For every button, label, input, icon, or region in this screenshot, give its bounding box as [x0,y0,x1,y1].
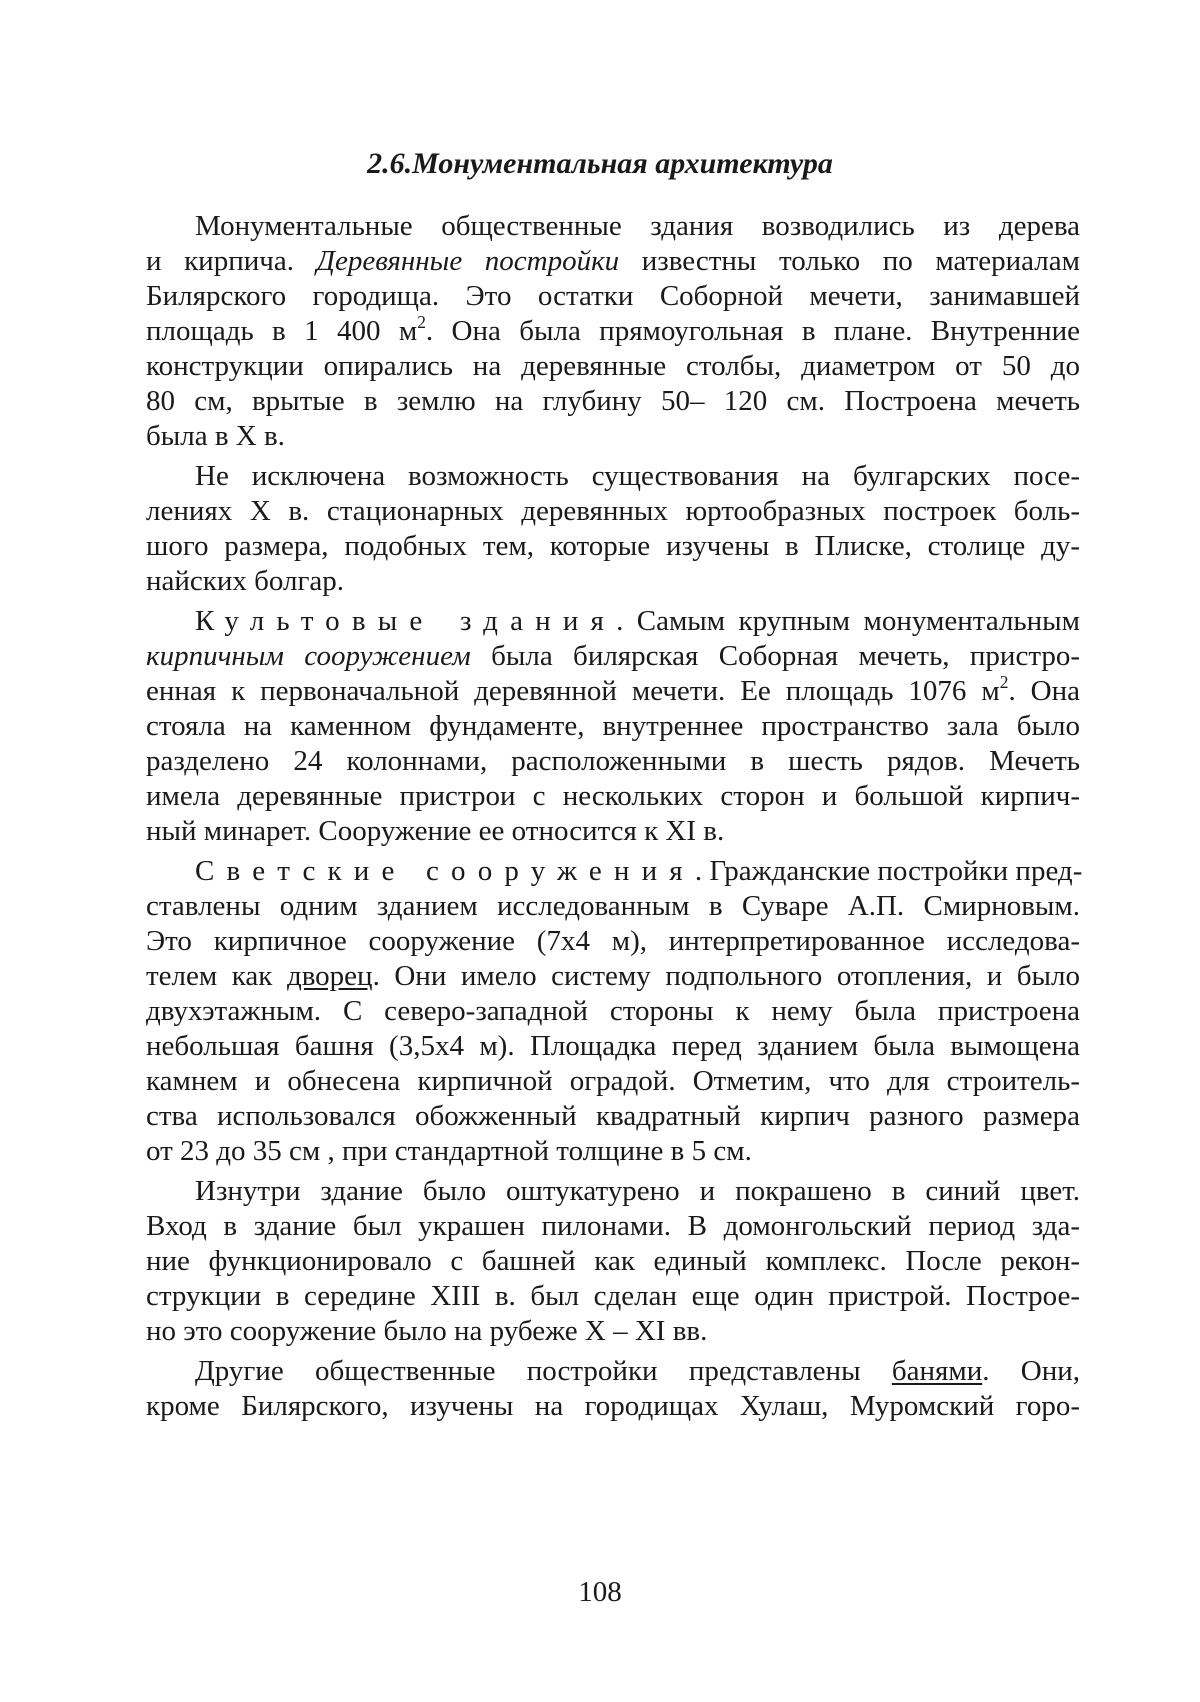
text-line [146,493,1080,529]
text-line [195,458,1080,494]
text-line [146,383,1080,419]
italic-term: Деревянные постройки [316,245,620,277]
text-line [146,1313,1080,1349]
text-run: Изнутри здание было оштукатурено и покрашено в синий цвет. [195,1175,1080,1207]
text-run: шого размера, подобных тем, которые изучены в Плиске, столице ду- [146,530,1080,562]
text-run: Билярского городища. Это остатки Соборной мечети, занимавшей [146,280,1080,312]
text-run: площадь в 1 400 м [146,315,418,347]
superscript: 2 [999,671,1009,692]
text-run: енная к первоначальной деревянной мечети. Ее площадь 1076 м [146,675,1000,707]
text-run: известны только по материалам [641,245,1081,277]
text-run: и кирпича. [146,245,294,277]
text-run: стояла на каменном фундаменте, внутреннее пространство зала было [146,710,1080,742]
text-run: Другие общественные постройки представлены [195,1355,861,1387]
text-run: имела деревянные пристрои с нескольких сторон и большой кирпич- [146,780,1080,812]
text-line [146,1133,1080,1169]
text-line [195,1173,1080,1209]
text-line [146,743,1080,779]
text-line [146,1098,1080,1134]
text-run: разделено 24 колоннами, расположенными в шесть рядов. Мечеть [146,745,1080,777]
text-run: Не исключена возможность существования на булгарских посе- [195,460,1080,492]
spaced-term: Светские сооружения [195,855,695,887]
text-line [146,1208,1080,1244]
text-line [195,208,1080,244]
text-run: найских болгар. [146,565,345,597]
text-run: была в X в. [146,420,285,452]
text-line [146,563,1080,599]
text-line [146,528,1080,564]
superscript: 2 [417,311,426,332]
text-run: телем как [146,960,273,992]
text-line [146,923,1080,959]
text-run: ства использовался обожженный квадратный кирпич разного размера [146,1100,1080,1132]
underlined-term: дворец [286,960,373,992]
text-line [195,1353,1080,1389]
text-line [146,708,1080,744]
text-run: . Они, [982,1355,1080,1387]
text-line [146,1388,1080,1424]
text-run: от 23 до 35 см , при стандартной толщине в 5 см. [146,1135,752,1167]
text-line [146,888,1080,924]
text-run: Это кирпичное сооружение (7х4 м), интерпретированное исследова- [146,925,1080,957]
text-run: . Она [1008,675,1080,707]
text-run: ставлены одним зданием исследованным в Суваре А.П. Смирновым. [146,890,1080,922]
text-line [146,813,1080,849]
text-line [146,313,1080,349]
text-run: ние функционировало с башней как единый комплекс. После рекон- [146,1245,1080,1277]
text-run: . Она была прямоугольная в плане. Внутренние [425,315,1080,347]
text-line [146,638,1080,674]
section-heading: 2.6.Монументальная архитектура [367,147,833,180]
text-line [146,278,1080,314]
text-run: . Самым крупным монументальным [616,605,1080,637]
text-run: двухэтажным. С северо-западной стороны к нему была пристроена [146,995,1080,1027]
text-run: но это сооружение было на рубеже X – XI вв. [146,1315,708,1347]
text-line [146,1028,1080,1064]
text-line [146,1063,1080,1099]
text-line [146,1243,1080,1279]
text-run: . Гражданские постройки пред- [694,855,1083,887]
underlined-term: банями [891,1355,983,1387]
text-run: конструкции опирались на деревянные столбы, диаметром от 50 до [146,350,1080,382]
page-number: 108 [578,1576,622,1608]
text-run: лениях X в. стационарных деревянных юртообразных построек боль- [146,495,1080,527]
text-line [195,603,1080,639]
text-line [146,673,1080,709]
text-run: струкции в середине XIII в. был сделан еще один пристрой. Построе- [146,1280,1080,1312]
text-run: камнем и обнесена кирпичной оградой. Отметим, что для строитель- [146,1065,1080,1097]
text-line [146,993,1080,1029]
text-line [195,853,1083,889]
text-line [146,348,1080,384]
text-run: была билярская Соборная мечеть, пристро- [491,640,1081,672]
text-run: ный минарет. Сооружение ее относится к XI в. [146,815,725,847]
spaced-term: Культовые здания [195,605,617,637]
text-line [146,1278,1080,1314]
text-run: . Они имело систему подпольного отопления, и было [372,960,1081,992]
text-run: кроме Билярского, изучены на городищах Хулаш, Муромский горо- [146,1390,1080,1422]
text-line [146,778,1080,814]
text-line [146,418,1080,454]
text-run: 80 см, врытые в землю на глубину 50– 120 см. Построена мечеть [146,385,1080,417]
text-run: небольшая башня (3,5х4 м). Площадка перед зданием была вымощена [146,1030,1080,1062]
text-run: Вход в здание был украшен пилонами. В домонгольский период зда- [146,1210,1080,1242]
italic-term: кирпичным сооружением [146,640,471,672]
text-run: Монументальные общественные здания возводились из дерева [195,210,1080,242]
text-line [146,958,1080,994]
text-line [146,243,1080,279]
